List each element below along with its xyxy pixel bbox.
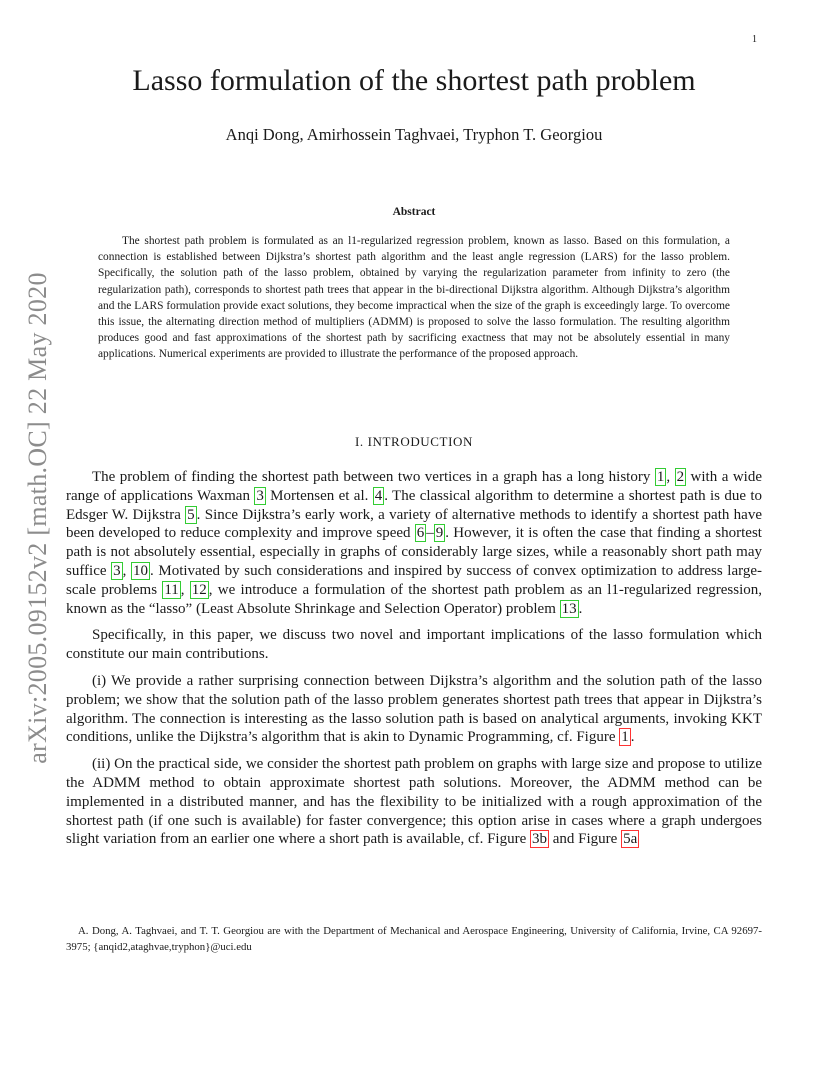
figure-link[interactable]: 5a — [623, 831, 638, 848]
section-heading: I. INTRODUCTION — [354, 434, 474, 449]
paragraph: The problem of finding the shortest path between two vertices in a graph has a long history 1 , 2 with a wide range of applications Waxman 3 Mortensen et al. 4 . The classical algorithm to determine a shortest path is due to Edsger W. Dijkstra 5 . Since Dijkstra’s early work, a variety of alternative methods to identify a shortest path have been developed to reduce complexity and improve speed 6 – 9 . However, it is often the case that finding a shortest path is not absolutely essential, especially in graphs of considerably large sizes, while a reasonably short path may suffice 3 , 10 . Motivated by such considerations and inspired by success of convex optimization to address large-scale problems 11 , 12 , we introduce a formulation of the shortest path problem as an l1-regularized regression, known as the “lasso” (Least Absolute Shrinkage and Selection Operator) problem 13 . — [66, 469, 763, 617]
paragraph: Specifically, in this paper, we discuss two novel and important implications of the lasso formulation which constitute our main contributions. — [66, 627, 762, 663]
introduction-body — [66, 468, 762, 857]
figure-link[interactable]: 1 — [621, 729, 629, 746]
citation-link[interactable]: 3 — [113, 562, 121, 579]
author-list: Anqi Dong, Amirhossein Taghvaei, Tryphon T. Georgiou — [225, 125, 603, 144]
citation-link[interactable]: 13 — [561, 600, 577, 617]
citation-link[interactable]: 12 — [191, 581, 207, 598]
abstract-body: The shortest path problem is formulated as an l1-regularized regression problem, known as lasso. Based on this formulation, a connection is established between Dijkstra’s shortest path algorithm and the least angle regression (LARS) for the lasso problem. Specifically, the solution path of the lasso problem, obtained by varying the regularization parameter from infinity to zero (the regularization path), corresponds to shortest path trees that appear in the bi-directional Dijkstra algorithm. Although Dijkstra’s algorithm and the LARS formulation provide exact solutions, they become impractical when the size of the graph is exceedingly large. To overcome this issue, the alternating direction method of multipliers (ADMM) is proposed to solve the lasso formulation. The resulting algorithm produces good and fast approximations of the shortest path by sacrificing exactness that may not be absolutely essential in many applications. Numerical experiments are provided to illustrate the performance of the proposed approach. — [98, 235, 730, 361]
citation-link[interactable]: 4 — [374, 487, 383, 504]
abstract-heading: Abstract — [392, 206, 436, 218]
figure-link[interactable]: 3b — [532, 831, 548, 848]
citation-link[interactable]: 2 — [676, 469, 685, 485]
citation-link[interactable]: 11 — [164, 581, 179, 598]
citation-link[interactable]: 10 — [133, 562, 149, 579]
paragraph: (ii) On the practical side, we consider the shortest path problem on graphs with large size and propose to utilize the ADMM method to obtain approximate shortest path solutions. Moreover, the ADMM method can be implemented in a distributed manner, and has the flexibility to be initialized with a rough approximation of the shortest path (if one such is available) for faster convergence; this option arise in cases where a graph undergoes slight variation from an earlier one where a short path is available, cf. Figure 3b and Figure 5a — [66, 756, 762, 848]
paragraph: (i) We provide a rather surprising connection between Dijkstra’s algorithm and the solution path of the lasso problem; we show that the solution path of the lasso problem generates shortest path trees that appear in Dijkstra’s algorithm. The connection is interesting as the lasso solution path is based on analytical arguments, invoking KKT conditions, unlike the Dijkstra’s algorithm that is akin to Dynamic Programming, cf. Figure 1 . — [66, 672, 762, 746]
citation-link[interactable]: 1 — [656, 469, 665, 485]
page-number: 1 — [752, 34, 757, 45]
citation-link[interactable]: 5 — [187, 506, 195, 523]
paper-title: Lasso formulation of the shortest path problem — [132, 64, 696, 97]
citation-link[interactable]: 3 — [256, 487, 264, 504]
citation-link[interactable]: 9 — [435, 525, 444, 542]
citation-link[interactable]: 6 — [416, 525, 425, 542]
arxiv-identifier[interactable]: arXiv:2005.09152v2 [math.OC] 22 May 2020 — [23, 272, 52, 764]
footnote: A. Dong, A. Taghvaei, and T. T. Georgiou are with the Department of Mechanical and Aerospace Engineering, University of California, Irvine, CA 92697-3975; {anqid2,ataghvae,tryphon}@uci.edu — [66, 925, 762, 953]
